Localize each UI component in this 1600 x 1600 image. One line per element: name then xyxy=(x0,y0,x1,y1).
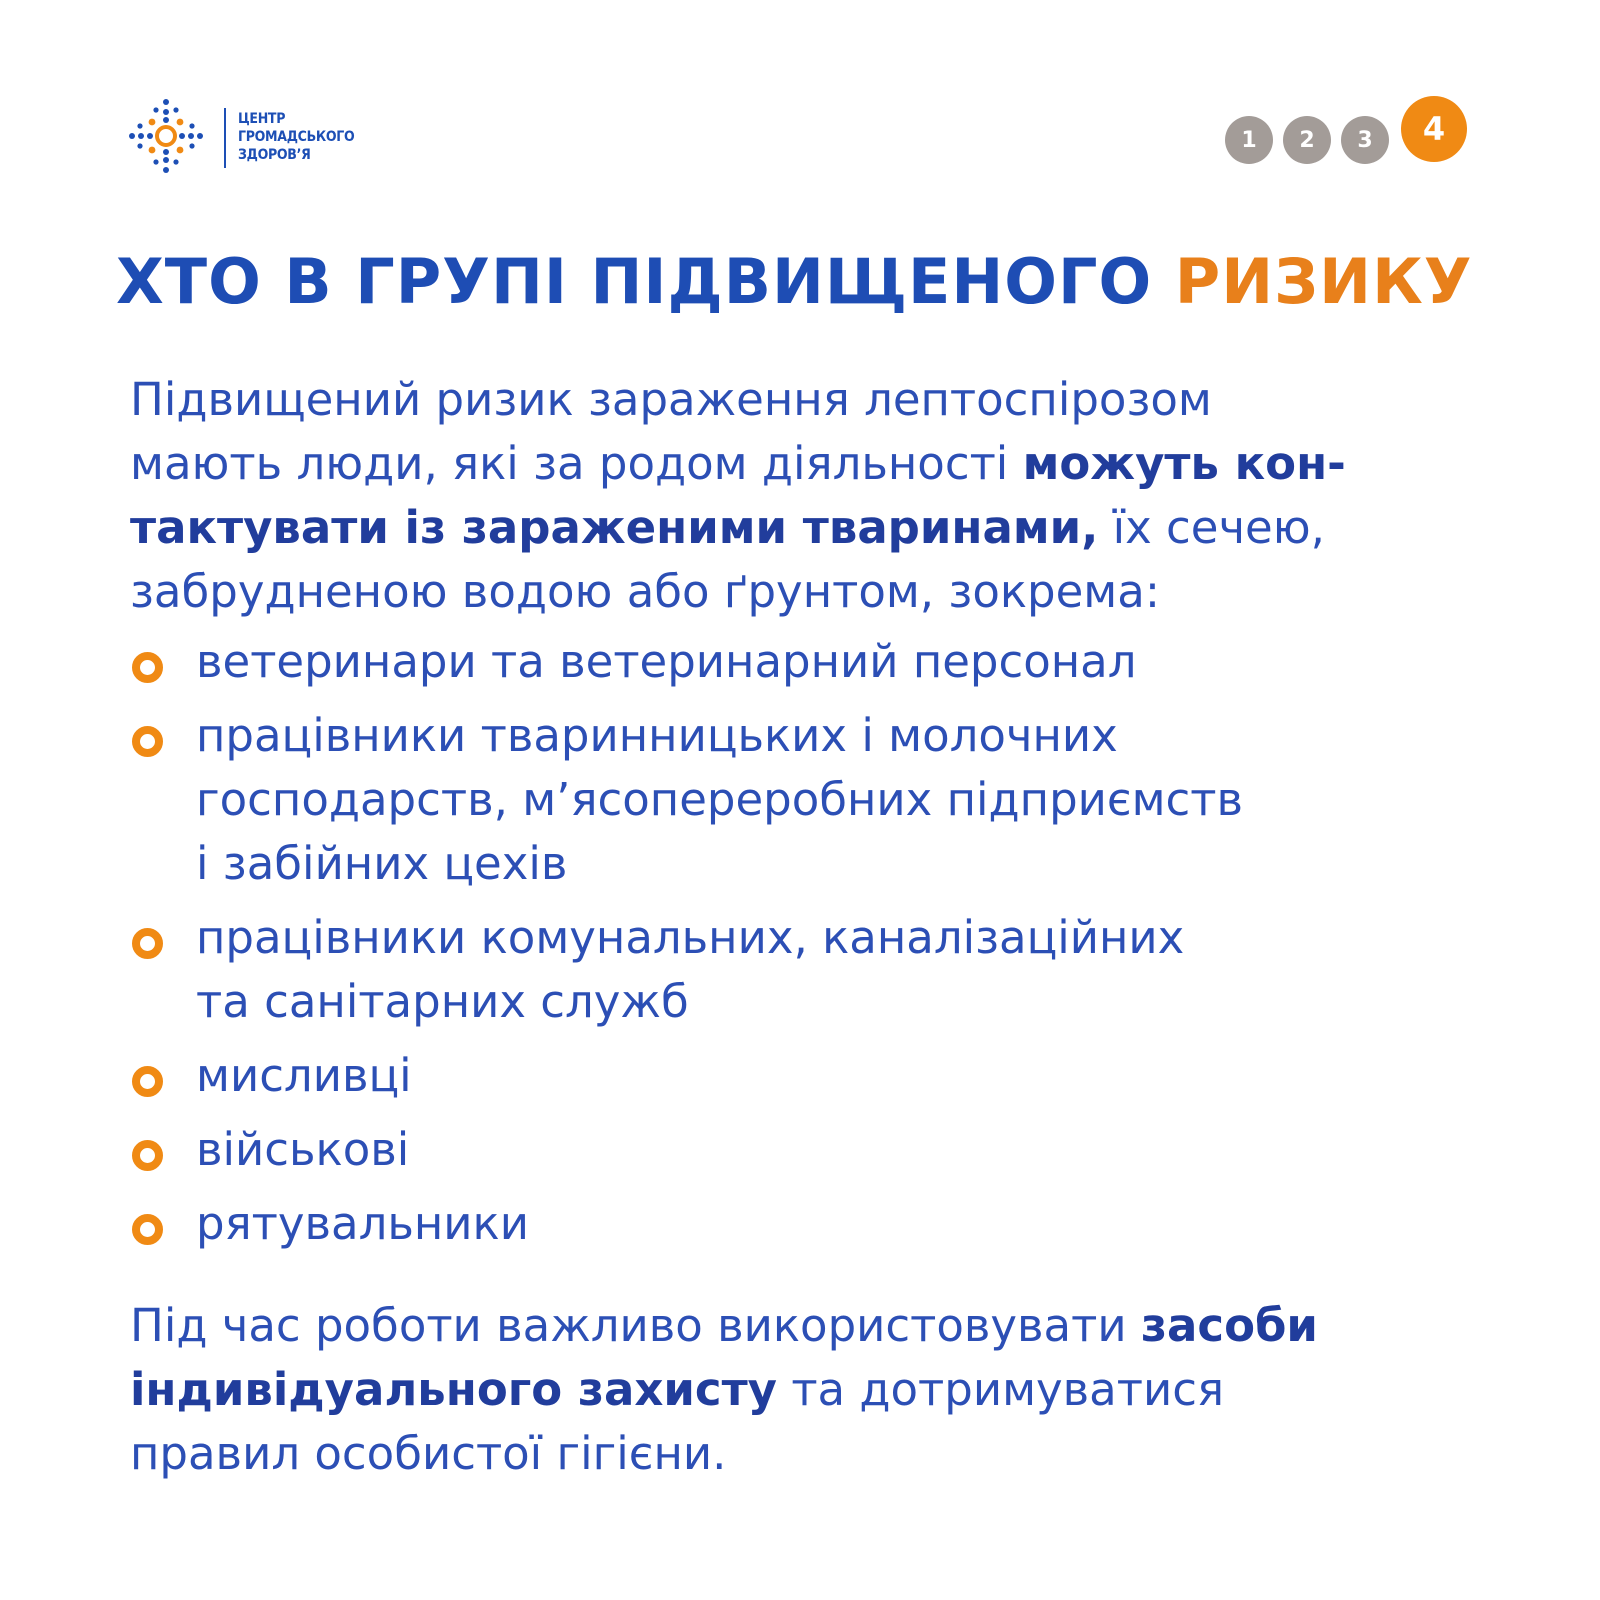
logo-line: ЗДОРОВ’Я xyxy=(238,147,311,163)
logo-text xyxy=(238,110,354,164)
bullet-circle-icon xyxy=(132,1066,163,1097)
bullet-circle-icon xyxy=(132,1140,163,1171)
list-item xyxy=(130,1044,1500,1108)
list-item-text: мисливці xyxy=(196,1049,412,1102)
bullet-circle-icon xyxy=(132,928,163,959)
list-item xyxy=(130,630,1500,694)
intro-text: забрудненою водою або ґрунтом, зокрема: xyxy=(130,565,1160,618)
list-item-text: військові xyxy=(196,1123,410,1176)
page-dot-2[interactable]: 2 xyxy=(1283,116,1331,164)
logo-line: ГРОМАДСЬКОГО xyxy=(238,129,355,145)
title-main: ХТО В ГРУПІ ПІДВИЩЕНОГО xyxy=(116,245,1153,318)
page-indicator xyxy=(1225,96,1473,168)
outro-emphasis: індивідуального захисту xyxy=(130,1363,778,1416)
list-item-text: господарств, м’ясопереробних підприємств xyxy=(196,773,1243,826)
outro-paragraph xyxy=(130,1294,1500,1486)
bullet-circle-icon xyxy=(132,652,163,683)
list-item-text: працівники тваринницьких і молочних xyxy=(196,709,1118,762)
list-item xyxy=(130,1118,1500,1182)
main-content xyxy=(130,368,1500,1486)
list-item xyxy=(130,1192,1500,1256)
title-accent: РИЗИКУ xyxy=(1174,245,1473,318)
intro-paragraph xyxy=(130,368,1500,624)
list-item xyxy=(130,704,1500,896)
intro-emphasis: можуть кон- xyxy=(1022,437,1346,490)
page-dot-3[interactable]: 3 xyxy=(1341,116,1389,164)
outro-text: правил особистої гігієни. xyxy=(130,1427,727,1480)
bullet-circle-icon xyxy=(132,726,163,757)
list-item xyxy=(130,906,1500,1034)
logo-mark-icon xyxy=(128,98,208,178)
bullet-circle-icon xyxy=(132,1214,163,1245)
outro-text: та дотримуватися xyxy=(777,1363,1225,1416)
intro-text: їх сечею, xyxy=(1098,501,1325,554)
intro-emphasis: тактувати із зараженими тваринами, xyxy=(130,501,1099,554)
list-item-text: і забійних цехів xyxy=(196,837,568,890)
list-item-text: працівники комунальних, каналізаційних xyxy=(196,911,1185,964)
outro-text: Під час роботи важливо використовувати xyxy=(130,1299,1141,1352)
list-item-text: та санітарних служб xyxy=(196,975,689,1028)
risk-group-list xyxy=(130,630,1500,1256)
list-item-text: рятувальники xyxy=(196,1197,529,1250)
logo-divider xyxy=(224,108,226,168)
intro-text: Підвищений ризик зараження лептоспірозом xyxy=(130,373,1212,426)
page-dot-4-current[interactable]: 4 xyxy=(1401,96,1467,162)
list-item-text: ветеринари та ветеринарний персонал xyxy=(196,635,1137,688)
outro-emphasis: засоби xyxy=(1140,1299,1318,1352)
page-title xyxy=(116,246,1516,318)
logo-line: ЦЕНТР xyxy=(238,111,286,127)
page-dot-1[interactable]: 1 xyxy=(1225,116,1273,164)
intro-text: мають люди, які за родом діяльності xyxy=(130,437,1023,490)
